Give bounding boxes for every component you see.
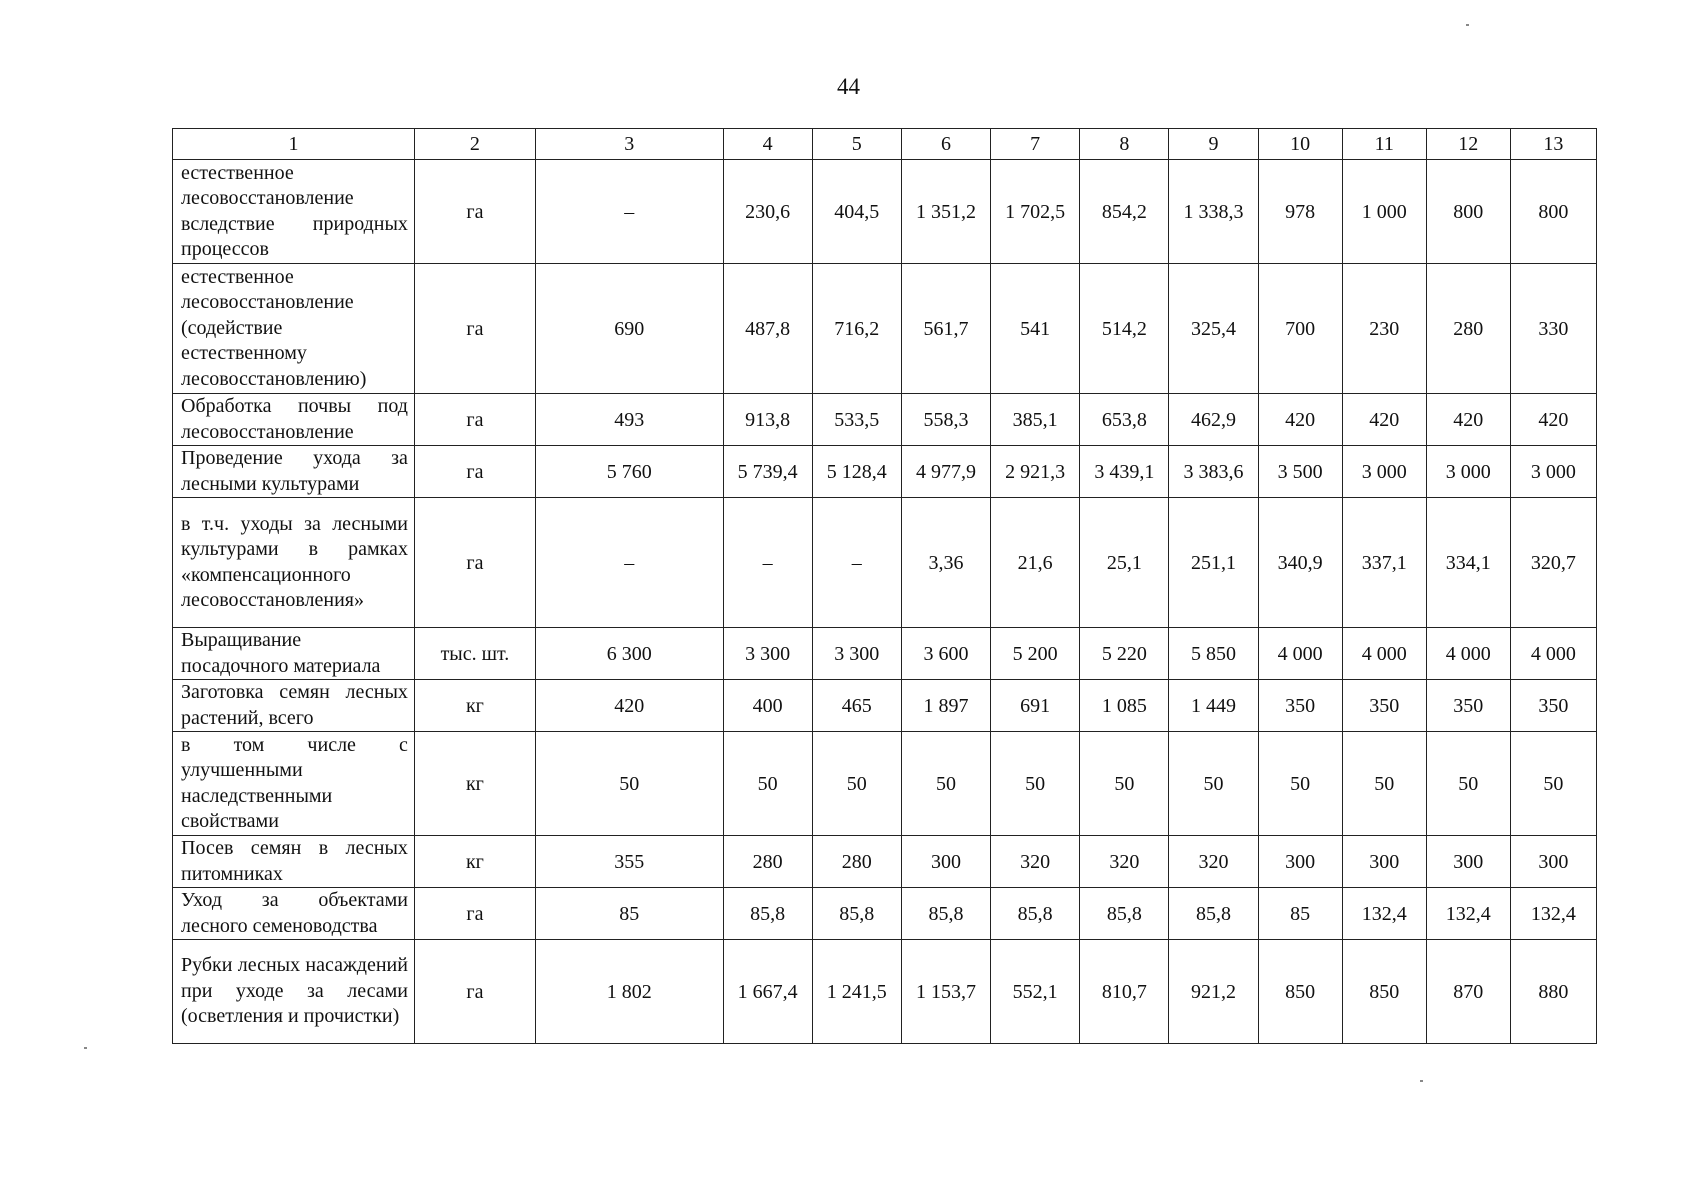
value-cell: 132,4 — [1426, 888, 1510, 940]
value-cell: 300 — [901, 836, 990, 888]
value-cell: 690 — [535, 264, 723, 394]
column-number: 9 — [1169, 129, 1258, 160]
value-cell: 3 439,1 — [1080, 446, 1169, 498]
value-cell: 552,1 — [991, 940, 1080, 1044]
value-cell: 514,2 — [1080, 264, 1169, 394]
value-cell: 1 085 — [1080, 680, 1169, 732]
value-cell: 350 — [1510, 680, 1596, 732]
unit-cell: га — [414, 446, 535, 498]
value-cell: 3 300 — [723, 628, 812, 680]
value-cell: 541 — [991, 264, 1080, 394]
value-cell: 800 — [1426, 160, 1510, 264]
value-cell: 493 — [535, 394, 723, 446]
value-cell: 3 000 — [1342, 446, 1426, 498]
value-cell: 230 — [1342, 264, 1426, 394]
value-cell: 1 000 — [1342, 160, 1426, 264]
scan-speck — [1466, 24, 1469, 26]
value-cell: 420 — [1342, 394, 1426, 446]
table-row — [173, 680, 1597, 732]
value-cell: 5 128,4 — [812, 446, 901, 498]
value-cell: 330 — [1510, 264, 1596, 394]
value-cell: 4 000 — [1258, 628, 1342, 680]
value-cell: 50 — [1258, 732, 1342, 836]
value-cell: 280 — [1426, 264, 1510, 394]
value-cell: 50 — [1342, 732, 1426, 836]
value-cell: 810,7 — [1080, 940, 1169, 1044]
value-cell: 420 — [535, 680, 723, 732]
value-cell: 300 — [1426, 836, 1510, 888]
value-cell: 420 — [1426, 394, 1510, 446]
value-cell: 1 667,4 — [723, 940, 812, 1044]
value-cell: 50 — [1080, 732, 1169, 836]
value-cell: 385,1 — [991, 394, 1080, 446]
value-cell: 320,7 — [1510, 498, 1596, 628]
value-cell: 50 — [535, 732, 723, 836]
value-cell: 2 921,3 — [991, 446, 1080, 498]
column-number: 1 — [173, 129, 415, 160]
value-cell: – — [812, 498, 901, 628]
column-number: 8 — [1080, 129, 1169, 160]
column-number-row — [173, 129, 1597, 160]
value-cell: 320 — [1080, 836, 1169, 888]
value-cell: 251,1 — [1169, 498, 1258, 628]
value-cell: 50 — [901, 732, 990, 836]
value-cell: 1 351,2 — [901, 160, 990, 264]
value-cell: 487,8 — [723, 264, 812, 394]
value-cell: 5 220 — [1080, 628, 1169, 680]
value-cell: 1 702,5 — [991, 160, 1080, 264]
column-number: 13 — [1510, 129, 1596, 160]
table-row — [173, 160, 1597, 264]
value-cell: 978 — [1258, 160, 1342, 264]
column-number: 3 — [535, 129, 723, 160]
value-cell: 800 — [1510, 160, 1596, 264]
column-number: 2 — [414, 129, 535, 160]
unit-cell: кг — [414, 680, 535, 732]
value-cell: 404,5 — [812, 160, 901, 264]
column-number: 7 — [991, 129, 1080, 160]
row-label: Заготовка семян лесных растений, всего — [173, 680, 415, 732]
value-cell: 85 — [535, 888, 723, 940]
value-cell: 1 449 — [1169, 680, 1258, 732]
value-cell: 337,1 — [1342, 498, 1426, 628]
value-cell: – — [723, 498, 812, 628]
table-row — [173, 264, 1597, 394]
value-cell: 4 000 — [1342, 628, 1426, 680]
value-cell: 5 739,4 — [723, 446, 812, 498]
unit-cell: га — [414, 888, 535, 940]
value-cell: 350 — [1342, 680, 1426, 732]
value-cell: 4 000 — [1510, 628, 1596, 680]
value-cell: 85 — [1258, 888, 1342, 940]
value-cell: 132,4 — [1342, 888, 1426, 940]
unit-cell: кг — [414, 836, 535, 888]
value-cell: 5 200 — [991, 628, 1080, 680]
value-cell: 3 500 — [1258, 446, 1342, 498]
row-label: Выращивание посадочного материала — [173, 628, 415, 680]
column-number: 4 — [723, 129, 812, 160]
value-cell: 4 000 — [1426, 628, 1510, 680]
row-label: естественное лесовосстановление вследствие природных процессов — [173, 160, 415, 264]
value-cell: 350 — [1426, 680, 1510, 732]
value-cell: 132,4 — [1510, 888, 1596, 940]
value-cell: 1 338,3 — [1169, 160, 1258, 264]
value-cell: 325,4 — [1169, 264, 1258, 394]
value-cell: 340,9 — [1258, 498, 1342, 628]
value-cell: 913,8 — [723, 394, 812, 446]
row-label: Проведение ухода за лесными культурами — [173, 446, 415, 498]
row-label: Рубки лесных насаждений при уходе за лесами (осветления и прочистки) — [173, 940, 415, 1044]
value-cell: 1 241,5 — [812, 940, 901, 1044]
value-cell: 3 000 — [1426, 446, 1510, 498]
value-cell: 50 — [723, 732, 812, 836]
value-cell: 870 — [1426, 940, 1510, 1044]
value-cell: 50 — [1169, 732, 1258, 836]
value-cell: 300 — [1510, 836, 1596, 888]
value-cell: 25,1 — [1080, 498, 1169, 628]
value-cell: 3 000 — [1510, 446, 1596, 498]
value-cell: – — [535, 160, 723, 264]
value-cell: 420 — [1258, 394, 1342, 446]
value-cell: 561,7 — [901, 264, 990, 394]
value-cell: 400 — [723, 680, 812, 732]
value-cell: 85,8 — [723, 888, 812, 940]
value-cell: 320 — [991, 836, 1080, 888]
value-cell: 653,8 — [1080, 394, 1169, 446]
value-cell: 50 — [1510, 732, 1596, 836]
table-row — [173, 498, 1597, 628]
column-number: 11 — [1342, 129, 1426, 160]
row-label: Уход за объектами лесного семеноводства — [173, 888, 415, 940]
unit-cell: га — [414, 394, 535, 446]
value-cell: 21,6 — [991, 498, 1080, 628]
table-row — [173, 940, 1597, 1044]
row-label: Обработка почвы под лесовосстановление — [173, 394, 415, 446]
value-cell: 462,9 — [1169, 394, 1258, 446]
value-cell: 300 — [1342, 836, 1426, 888]
row-label: естественное лесовосстановление (содействие естественному лесовосстановлению) — [173, 264, 415, 394]
value-cell: 5 760 — [535, 446, 723, 498]
value-cell: 355 — [535, 836, 723, 888]
table-row — [173, 446, 1597, 498]
value-cell: 3 383,6 — [1169, 446, 1258, 498]
column-number: 6 — [901, 129, 990, 160]
value-cell: 230,6 — [723, 160, 812, 264]
table-row — [173, 394, 1597, 446]
value-cell: 5 850 — [1169, 628, 1258, 680]
table-row — [173, 888, 1597, 940]
unit-cell: га — [414, 940, 535, 1044]
column-number: 10 — [1258, 129, 1342, 160]
value-cell: 320 — [1169, 836, 1258, 888]
value-cell: 700 — [1258, 264, 1342, 394]
unit-cell: га — [414, 264, 535, 394]
row-label: в т.ч. уходы за лесными культурами в рамках «компенсационного лесовосстановления» — [173, 498, 415, 628]
value-cell: 280 — [723, 836, 812, 888]
value-cell: 1 897 — [901, 680, 990, 732]
value-cell: 558,3 — [901, 394, 990, 446]
value-cell: 6 300 — [535, 628, 723, 680]
unit-cell: га — [414, 498, 535, 628]
value-cell: 1 802 — [535, 940, 723, 1044]
scan-speck — [1420, 1080, 1423, 1082]
value-cell: 350 — [1258, 680, 1342, 732]
value-cell: 880 — [1510, 940, 1596, 1044]
value-cell: 716,2 — [812, 264, 901, 394]
value-cell: 420 — [1510, 394, 1596, 446]
value-cell: 85,8 — [812, 888, 901, 940]
value-cell: 50 — [1426, 732, 1510, 836]
table-row — [173, 628, 1597, 680]
value-cell: 3 300 — [812, 628, 901, 680]
value-cell: 4 977,9 — [901, 446, 990, 498]
scan-speck — [84, 1047, 87, 1049]
value-cell: 85,8 — [991, 888, 1080, 940]
value-cell: 921,2 — [1169, 940, 1258, 1044]
table-row — [173, 836, 1597, 888]
unit-cell: га — [414, 160, 535, 264]
value-cell: 3,36 — [901, 498, 990, 628]
value-cell: 3 600 — [901, 628, 990, 680]
table-body — [173, 160, 1597, 1044]
column-number: 12 — [1426, 129, 1510, 160]
data-table — [172, 128, 1597, 1044]
value-cell: 280 — [812, 836, 901, 888]
unit-cell: кг — [414, 732, 535, 836]
value-cell: 850 — [1342, 940, 1426, 1044]
value-cell: 691 — [991, 680, 1080, 732]
table-row — [173, 732, 1597, 836]
value-cell: – — [535, 498, 723, 628]
row-label: в том числе с улучшенными наследственными свойствами — [173, 732, 415, 836]
column-number: 5 — [812, 129, 901, 160]
value-cell: 85,8 — [1169, 888, 1258, 940]
value-cell: 854,2 — [1080, 160, 1169, 264]
value-cell: 465 — [812, 680, 901, 732]
unit-cell: тыс. шт. — [414, 628, 535, 680]
value-cell: 850 — [1258, 940, 1342, 1044]
row-label: Посев семян в лесных питомниках — [173, 836, 415, 888]
value-cell: 50 — [991, 732, 1080, 836]
value-cell: 85,8 — [901, 888, 990, 940]
value-cell: 85,8 — [1080, 888, 1169, 940]
page-number: 44 — [837, 74, 860, 99]
value-cell: 300 — [1258, 836, 1342, 888]
value-cell: 1 153,7 — [901, 940, 990, 1044]
value-cell: 334,1 — [1426, 498, 1510, 628]
value-cell: 533,5 — [812, 394, 901, 446]
value-cell: 50 — [812, 732, 901, 836]
